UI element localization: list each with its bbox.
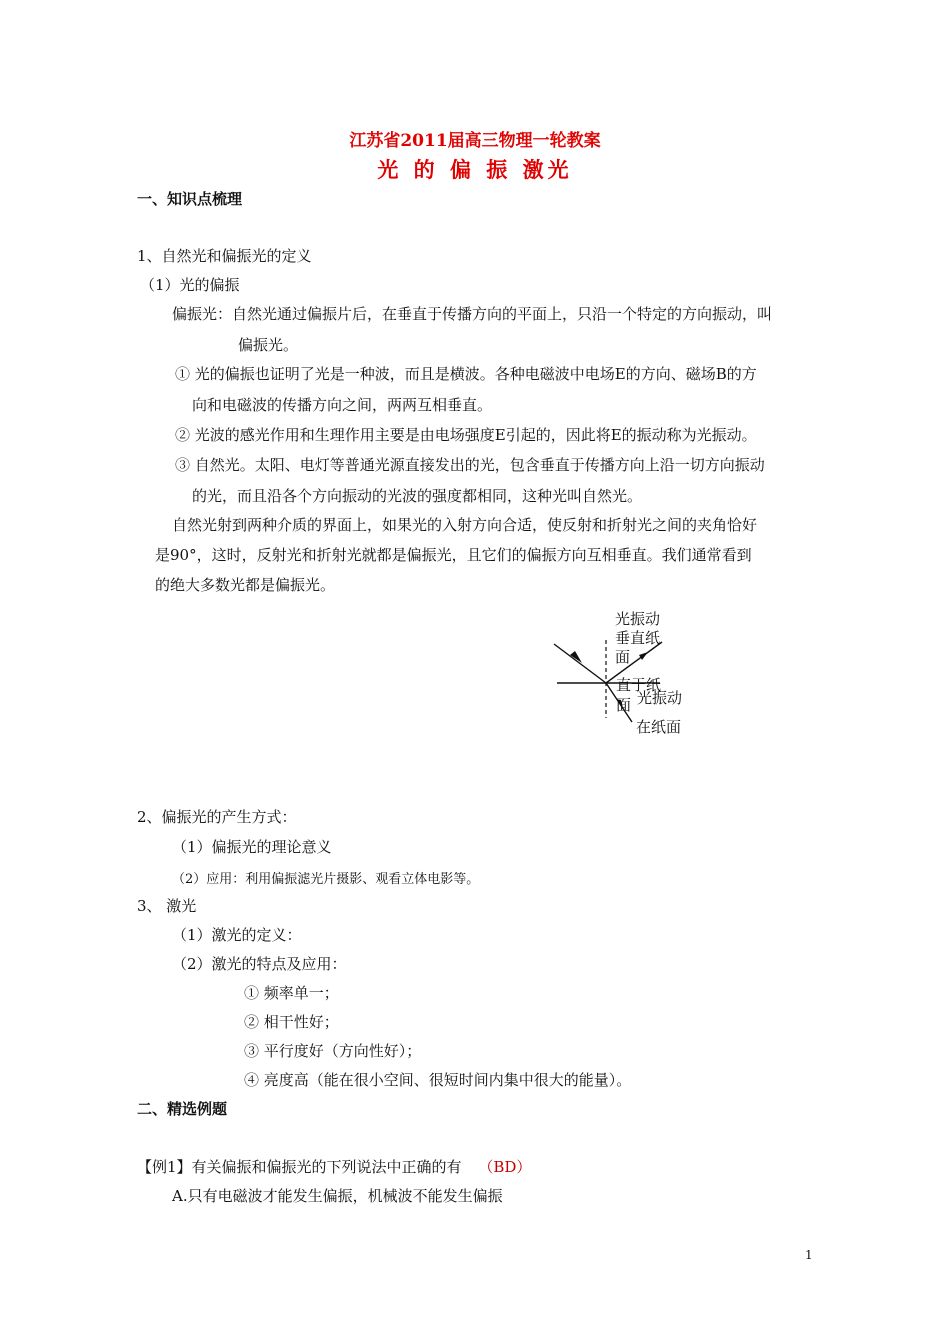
label-top-1: 光振动 [615,610,661,628]
point-1-line-1: ① 光的偏振也证明了光是一种波，而且是横波。各种电磁波中电场E的方向、磁场B的方 [175,365,757,383]
paragraph-line-3: 的绝大多数光都是偏振光。 [155,576,336,594]
feature-2: ② 相干性好； [244,1013,339,1031]
example-1-answer: （BD） [478,1158,532,1176]
point-3-line-1: ③ 自然光。太阳、电灯等普通光源直接发出的光，包含垂直于传播方向上沿一切方向振动 [175,456,765,474]
label-top-3: 面 [615,648,631,666]
item-3-heading: 3、 激光 [137,897,197,915]
label-mid-2: 面 [616,696,632,714]
feature-1: ① 频率单一； [244,984,339,1002]
sub-heading-polarization: （1）光的偏振 [140,276,240,294]
page-number: 1 [805,1248,813,1262]
item-2-sub-2: （2）应用：利用偏振滤光片摄影、观看立体电影等。 [172,872,480,887]
item-2-sub-1: （1）偏振光的理论意义 [172,838,332,856]
paragraph-line-2: 是90°，这时，反射光和折射光就都是偏振光，且它们的偏振方向互相垂直。我们通常看到 [155,546,752,564]
definition-line-1: 偏振光：自然光通过偏振片后，在垂直于传播方向的平面上，只沿一个特定的方向振动，叫 [172,305,773,323]
document-subtitle: 光 的 偏 振 激光 [377,157,573,182]
label-right-1: 光振动 [637,689,683,707]
label-right-2: 在纸面 [636,718,682,736]
point-1-line-2: 向和电磁波的传播方向之间，两两互相垂直。 [192,396,493,414]
item-2-heading: 2、偏振光的产生方式： [137,808,297,826]
paragraph-line-1: 自然光射到两种介质的界面上，如果光的入射方向合适，使反射和折射光之间的夹角恰好 [172,516,758,534]
feature-4: ④ 亮度高（能在很小空间、很短时间内集中很大的能量）。 [244,1071,632,1089]
item-3-sub-2: （2）激光的特点及应用： [172,955,347,973]
section-heading-knowledge: 一、知识点梳理 [137,190,243,208]
item-3-sub-1: （1）激光的定义： [172,926,302,944]
feature-3: ③ 平行度好（方向性好）； [244,1042,422,1060]
item-1-heading: 1、自然光和偏振光的定义 [137,247,312,265]
definition-line-2: 偏振光。 [238,336,299,354]
polarization-diagram [540,600,710,750]
incident-ray [554,644,606,683]
example-1-option-a: A.只有电磁波才能发生偏振，机械波不能发生偏振 [172,1187,503,1205]
label-mid-1: 直于纸 [616,676,662,694]
point-2: ② 光波的感光作用和生理作用主要是由电场强度E引起的，因此将E的振动称为光振动。 [175,426,757,444]
document-title: 江苏省2011届高三物理一轮教案 [349,131,601,151]
point-3-line-2: 的光，而且沿各个方向振动的光波的强度都相同，这种光叫自然光。 [192,487,643,505]
example-1-question [137,1156,531,1178]
example-1-label: 【例1】有关偏振和偏振光的下列说法中正确的有 [137,1158,462,1176]
label-top-2: 垂直纸 [615,629,661,647]
section-heading-examples: 二、精选例题 [137,1100,228,1118]
